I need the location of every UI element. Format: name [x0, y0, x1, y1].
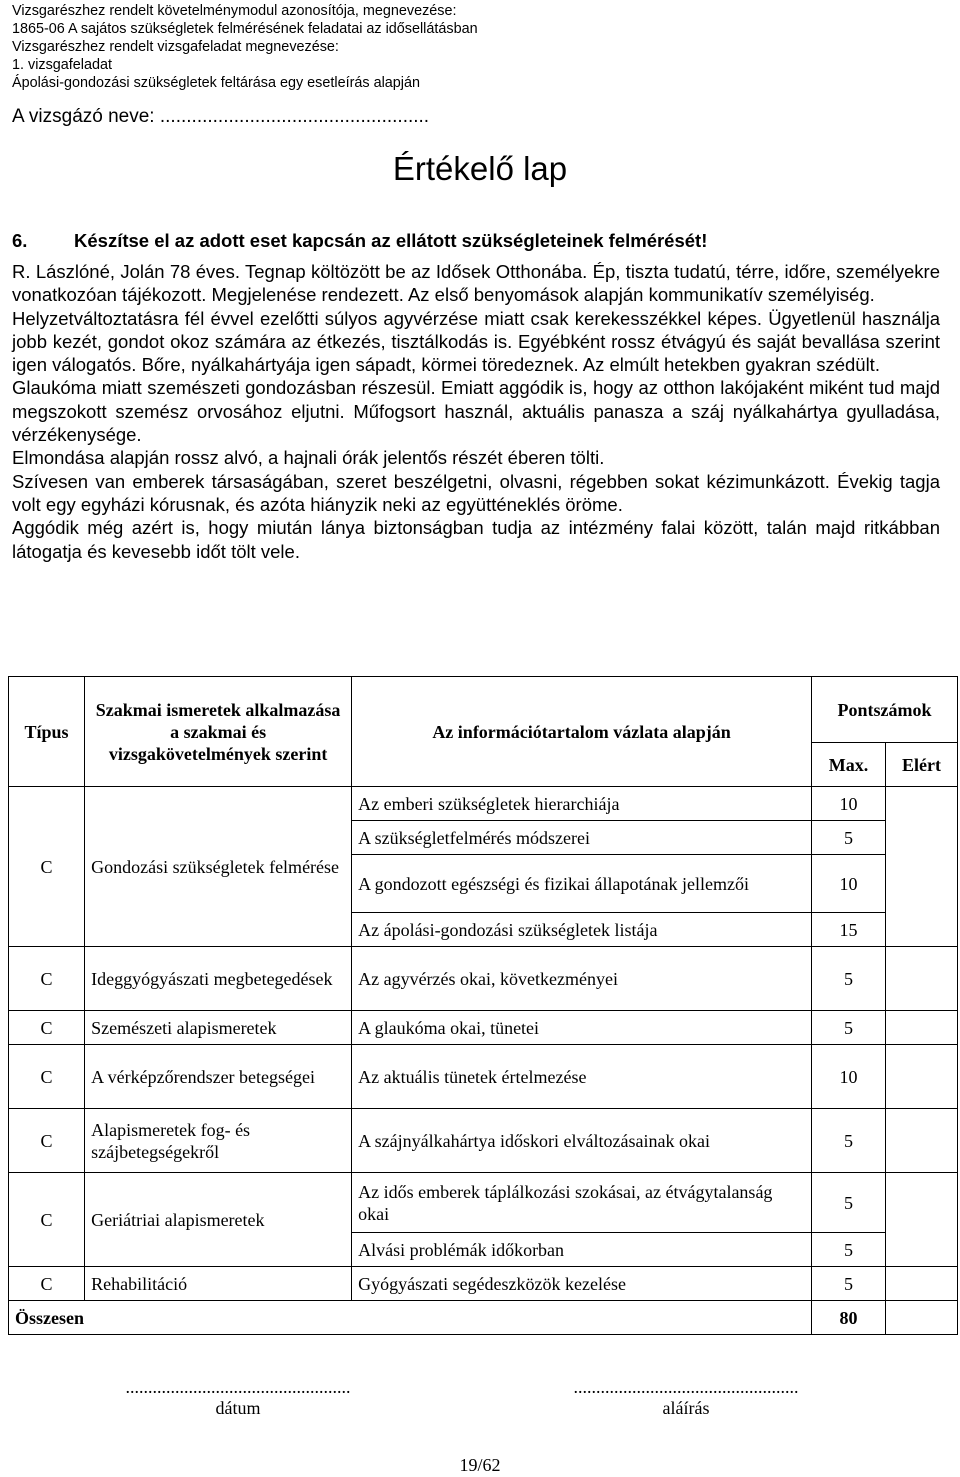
header-info: Az információtartalom vázlata alapján	[352, 677, 812, 787]
case-paragraph: Aggódik még azért is, hogy miután lánya biztonságban tudja az intézmény falai között, talán majd ritkábban látogatja és kevesebb időt tölt vele.	[12, 517, 940, 562]
signature-block	[546, 1377, 826, 1419]
row-achieved[interactable]	[886, 947, 958, 1011]
table-row	[9, 1173, 958, 1233]
row-type: C	[9, 947, 85, 1011]
row-max: 15	[811, 913, 885, 947]
row-max: 5	[811, 947, 885, 1011]
row-info: A szükségletfelmérés módszerei	[352, 821, 812, 855]
row-info: Az emberi szükségletek hierarchiája	[352, 787, 812, 821]
task-text: Készítse el az adott eset kapcsán az ellátott szükségleteinek felmérését!	[74, 230, 708, 251]
row-max: 5	[811, 1173, 885, 1233]
case-description	[12, 260, 940, 563]
scoring-table	[8, 676, 958, 1335]
row-achieved[interactable]	[886, 787, 958, 947]
header-points: Pontszámok	[811, 677, 957, 743]
task-number: 6.	[12, 230, 28, 251]
row-skill: Ideggyógyászati megbetegedések	[85, 947, 352, 1011]
row-achieved[interactable]	[886, 1011, 958, 1045]
page-number: 19/62	[459, 1455, 501, 1475]
table-row	[9, 787, 958, 821]
row-type: C	[9, 1173, 85, 1267]
date-dots: ..................................................	[125, 1377, 351, 1397]
date-label: dátum	[215, 1398, 261, 1418]
row-skill: Geriátriai alapismeretek	[85, 1173, 352, 1267]
signature-label: aláírás	[662, 1398, 710, 1418]
examinee-name-field: A vizsgázó neve: ...................................................	[12, 106, 430, 127]
row-type: C	[9, 1267, 85, 1301]
row-info: A szájnyálkahártya időskori elváltozásainak okai	[352, 1109, 812, 1173]
header-achieved: Elért	[886, 743, 958, 787]
row-max: 5	[811, 1011, 885, 1045]
row-type: C	[9, 1109, 85, 1173]
row-info: Az agyvérzés okai, következményei	[352, 947, 812, 1011]
table-row	[9, 1267, 958, 1301]
row-achieved[interactable]	[886, 1267, 958, 1301]
row-max: 5	[811, 1267, 885, 1301]
row-type: C	[9, 787, 85, 947]
row-achieved[interactable]	[886, 1109, 958, 1173]
table-row	[9, 1045, 958, 1109]
date-signature-block	[98, 1377, 378, 1419]
case-paragraph: Glaukóma miatt szemészeti gondozásban részesül. Emiatt aggódik is, hogy az otthon lakójaként miként tud majd megszokott szemész orvosához eljutni. Műfogsort használ, aktuális panasza a száj nyálkahártya gyulladása, vérzékenysége.	[12, 377, 940, 446]
row-type: C	[9, 1045, 85, 1109]
table-header-row	[9, 677, 958, 743]
table-total-row	[9, 1301, 958, 1335]
row-type: C	[9, 1011, 85, 1045]
header-max: Max.	[811, 743, 885, 787]
total-max: 80	[811, 1301, 885, 1335]
row-info: A glaukóma okai, tünetei	[352, 1011, 812, 1045]
case-paragraph: Elmondása alapján rossz alvó, a hajnali órák jelentős részét éberen tölti.	[12, 447, 605, 469]
row-info: Alvási problémák időkorban	[352, 1233, 812, 1267]
row-max: 5	[811, 1233, 885, 1267]
signature-dots: ..................................................	[573, 1377, 799, 1397]
row-info: Az ápolási-gondozási szükségletek listája	[352, 913, 812, 947]
row-info: Gyógyászati segédeszközök kezelése	[352, 1267, 812, 1301]
header-line: 1. vizsgafeladat	[12, 57, 112, 73]
row-achieved[interactable]	[886, 1045, 958, 1109]
page-title: Értékelő lap	[392, 150, 568, 187]
row-max: 10	[811, 855, 885, 913]
task-heading	[12, 230, 707, 252]
row-info: Az aktuális tünetek értelmezése	[352, 1045, 812, 1109]
document-header	[12, 2, 478, 92]
row-max: 10	[811, 787, 885, 821]
row-skill: Rehabilitáció	[85, 1267, 352, 1301]
header-line: Vizsgarészhez rendelt vizsgafeladat megnevezése:	[12, 39, 339, 55]
row-max: 5	[811, 1109, 885, 1173]
case-paragraph: Szívesen van emberek társaságában, szeret beszélgetni, olvasni, régebben sokat kézimunkázott. Évekig tagja volt egy egyházi kórusnak, és azóta hiányzik neki az együtténeklés öröme.	[12, 470, 940, 515]
row-max: 10	[811, 1045, 885, 1109]
total-label: Összesen	[9, 1301, 812, 1335]
row-skill: Alapismeretek fog- és szájbetegségekről	[85, 1109, 352, 1173]
header-line: 1865-06 A sajátos szükségletek felmérésének feladatai az idősellátásban	[12, 21, 478, 37]
row-info: Az idős emberek táplálkozási szokásai, az étvágytalanság okai	[352, 1173, 812, 1233]
case-paragraph: Helyzetváltoztatásra fél évvel ezelőtti súlyos agyvérzése miatt csak kerekesszékkel képes. Ügyetlenül használja jobb kezét, gondot okoz számára az étkezés, tisztálkodás is. Egyébként rossz étvágyú és saját bevallása szerint igen válogatós. Bőre, nyálkahártyája igen sápadt, körmei töredeznek. Az elmúlt hetekben gyakran szédült.	[12, 307, 940, 376]
header-type: Típus	[9, 677, 85, 787]
header-skills: Szakmai ismeretek alkalmazása a szakmai és vizsgakövetelmények szerint	[85, 677, 352, 787]
row-skill: Szemészeti alapismeretek	[85, 1011, 352, 1045]
row-achieved[interactable]	[886, 1173, 958, 1267]
header-line: Ápolási-gondozási szükségletek feltárása egy esetleírás alapján	[12, 75, 420, 91]
table-row	[9, 947, 958, 1011]
header-line: Vizsgarészhez rendelt követelménymodul azonosítója, megnevezése:	[12, 3, 457, 19]
row-max: 5	[811, 821, 885, 855]
total-achieved[interactable]	[886, 1301, 958, 1335]
table-row	[9, 1011, 958, 1045]
case-paragraph: R. Lászlóné, Jolán 78 éves. Tegnap költözött be az Idősek Otthonába. Ép, tiszta tudatú, térre, időre, személyekre vonatkozóan tájékozott. Megjelenése rendezett. Az első benyomások alapján kommunikatív személyiség.	[12, 261, 940, 306]
table-row	[9, 1109, 958, 1173]
row-info: A gondozott egészségi és fizikai állapotának jellemzői	[352, 855, 812, 913]
row-skill: A vérképzőrendszer betegségei	[85, 1045, 352, 1109]
row-skill: Gondozási szükségletek felmérése	[85, 787, 352, 947]
